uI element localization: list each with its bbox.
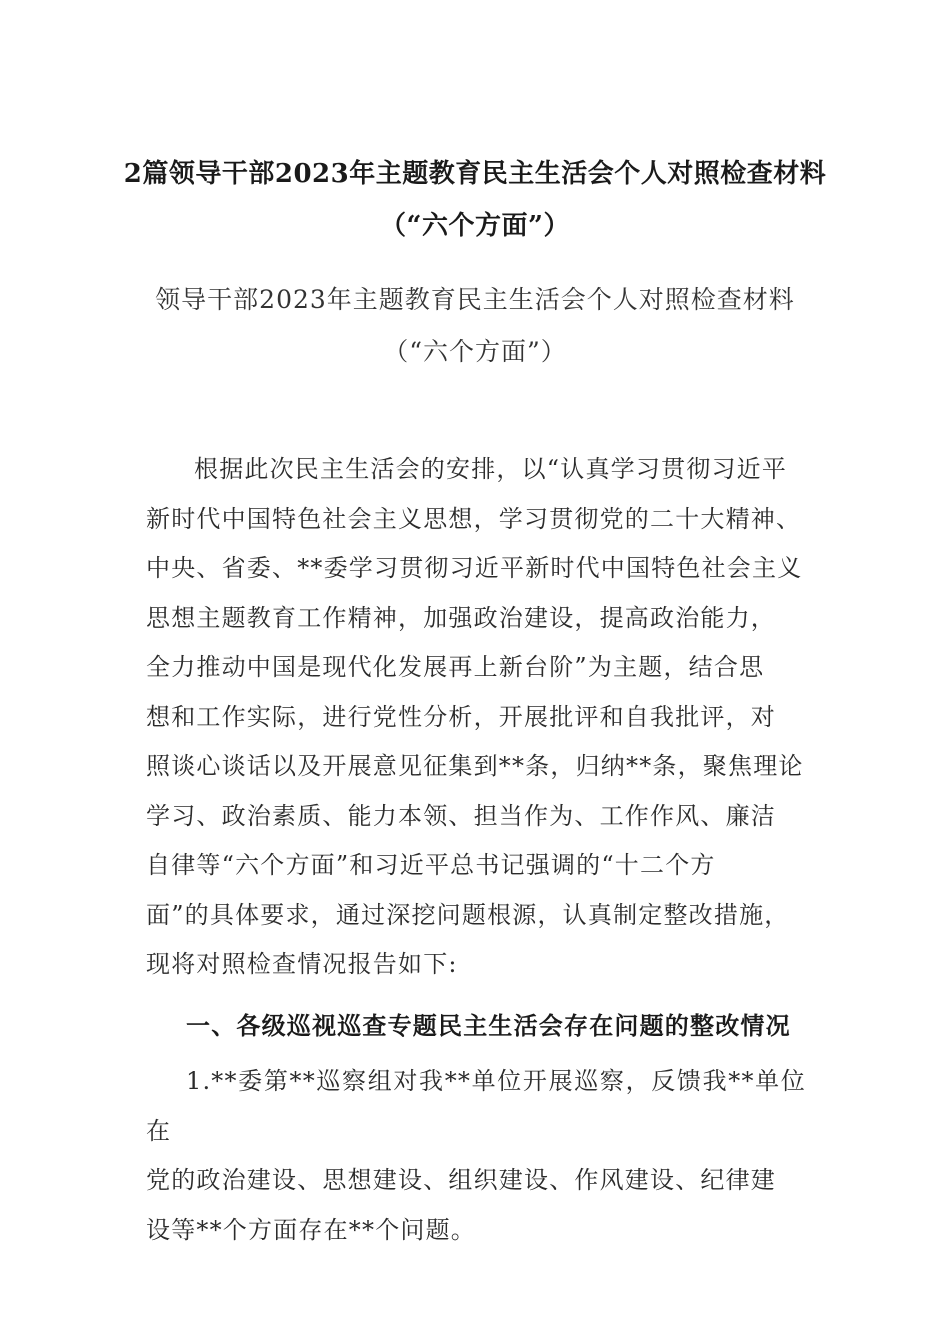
section-heading-1: 一、各级巡视巡查专题民主生活会存在问题的整改情况 (186, 1011, 791, 1040)
intro-line: 现将对照检查情况报告如下: (146, 950, 458, 978)
subtitle-line-1: 领导干部2023年主题教育民主生活会个人对照检查材料 (155, 285, 795, 314)
item-1-paragraph (146, 1057, 806, 1255)
item-line: 党的政治建设、思想建设、组织建设、作风建设、纪律建 (146, 1166, 776, 1194)
item-line: 1.**委第**巡察组对我**单位开展巡察，反馈我**单位在 (146, 1067, 806, 1145)
subtitle-line-2: （“六个方面”） (383, 337, 567, 366)
intro-line: 中央、省委、**委学习贯彻习近平新时代中国特色社会主义 (146, 554, 803, 582)
item-line: 设等**个方面存在**个问题。 (146, 1215, 476, 1244)
intro-line: 新时代中国特色社会主义思想，学习贯彻党的二十大精神、 (146, 504, 802, 533)
intro-line: 思想主题教育工作精神，加强政治建设，提高政治能力， (146, 603, 776, 632)
intro-line: 自律等“六个方面”和习近平总书记强调的“十二个方 (146, 851, 716, 879)
intro-line: 想和工作实际，进行党性分析，开展批评和自我批评，对 (146, 702, 776, 731)
document-title (0, 148, 950, 252)
document-subtitle (0, 274, 950, 378)
intro-line: 全力推动中国是现代化发展再上新台阶”为主题，结合思 (146, 653, 765, 681)
intro-line: 照谈心谈话以及开展意见征集到**条，归纳**条，聚焦理论 (146, 752, 804, 780)
title-line-1: 2篇领导干部2023年主题教育民主生活会个人对照检查材料 (123, 159, 827, 189)
intro-line: 面”的具体要求，通过深挖问题根源，认真制定整改措施， (146, 900, 790, 929)
title-line-2: （“六个方面”） (380, 211, 570, 241)
intro-line: 学习、政治素质、能力本领、担当作为、工作作风、廉洁 (146, 801, 776, 830)
intro-line: 根据此次民主生活会的安排，以“认真学习贯彻习近平 (194, 455, 788, 483)
intro-paragraph (146, 445, 806, 990)
